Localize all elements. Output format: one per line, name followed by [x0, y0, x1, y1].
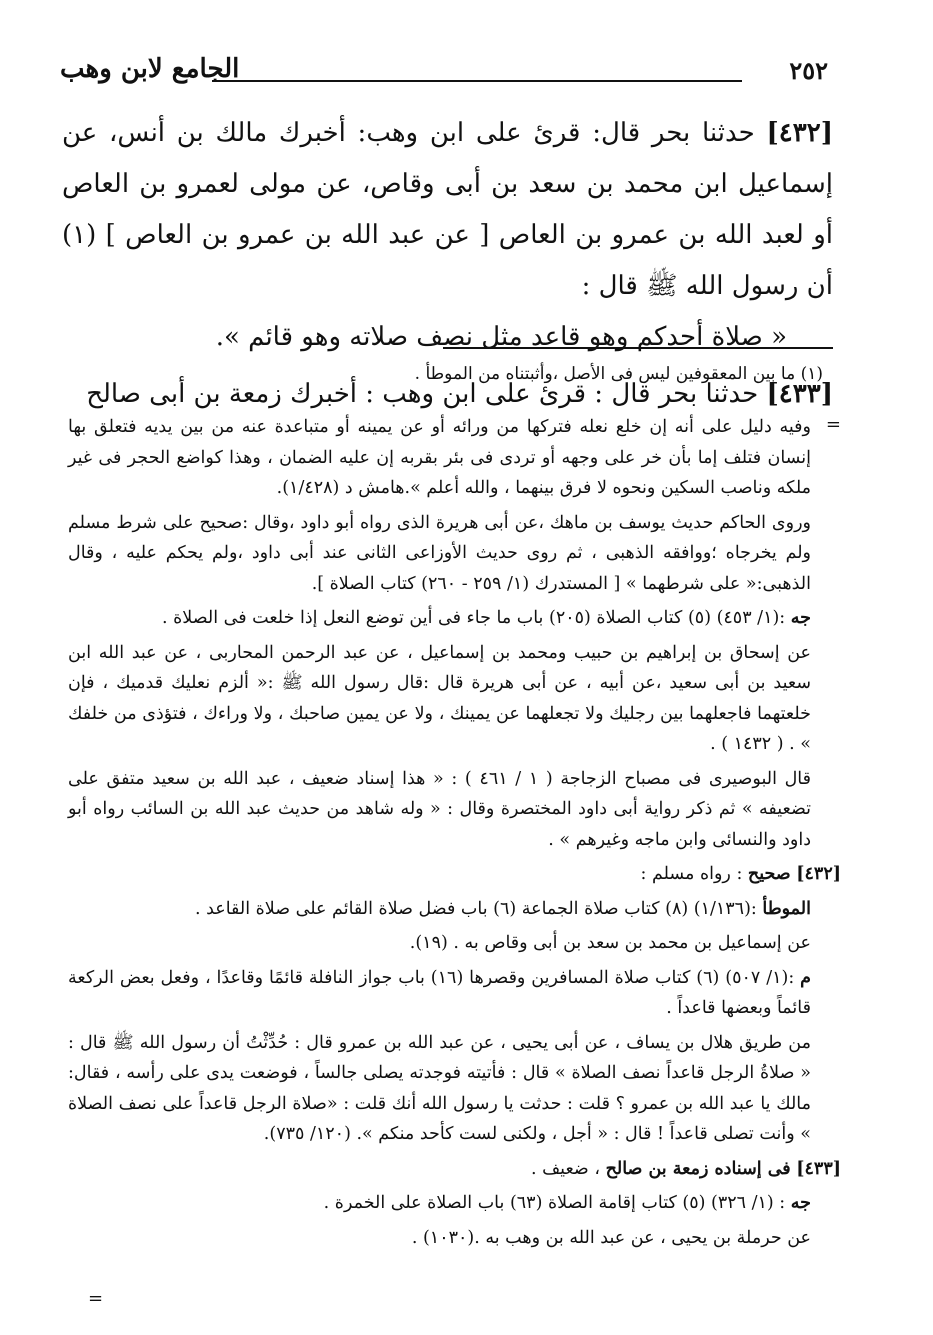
source-reference: جه :(١/ ٤٥٣) (٥) كتاب الصلاة (٢٠٥) باب ما جاء فى أين توضع النعل إذا خلعت فى الصلاة . [161, 608, 811, 628]
commentary-paragraph: وروى الحاكم حديث يوسف بن ماهك ،عن أبى هريرة الذى رواه أبو داود ،وقال :صحيح على شرط مسلم ولم يخرجاه ؛ووافقه الذهبى ، ثم روى حديث الأوزاعى الثانى عند أبى داود ،ولم يحكم عليه ، وقال الذهبى:« على شرطهما » [ المستدرك (١/ ٢٥٩ - ٢٦٠) كتاب الصلاة ]. [68, 512, 811, 594]
commentary-paragraph: قال البوصيرى فى مصباح الزجاجة ( ١ / ٤٦١ ) : « هذا إسناد ضعيف ، عبد الله بن سعيد متفق على تضعيفه » ثم ذكر رواية أبى داود المختصرة وقال : « وله شاهد من حديث عبد الله بن السائب رواه أبو داود والنسائى وابن ماجه وغيرهم » . [68, 768, 811, 850]
hadith-number: [٤٣٣] [766, 379, 833, 409]
hadith-432 [62, 108, 833, 312]
continuation-mark: = [88, 1288, 104, 1309]
running-title: الجامع لابن وهب [60, 54, 240, 84]
commentary [68, 412, 841, 1257]
takhrij-432-heading: [٤٣٢] صحيح : رواه مسلم : [640, 864, 841, 884]
hadith-number: [٤٣٢] [766, 118, 833, 148]
chain-of-narration: عن حرملة بن يحيى ، عن عبد الله بن وهب به .(١٠٣٠) . [411, 1227, 811, 1248]
hadith-432-quote: « صلاة أحدكم وهو قاعد مثل نصف صلاته وهو قائم ». [215, 322, 787, 352]
chain-of-narration: عن إسماعيل بن محمد بن سعد بن أبى وقاص به . (١٩). [409, 933, 811, 953]
commentary-paragraph: عن إسحاق بن إبراهيم بن حبيب ومحمد بن إسماعيل ، عن عبد الرحمن المحاربى ، عن عبد الله ابن سعيد بن أبى سعيد ،عن أبيه ، عن أبى هريرة قال :قال رسول الله ﷺ :« ألزم نعليك قدميك ، فإن خلعتهما فاجعلهما بين رجليك ولا تجعلهما عن يمينك ، ولا عن يمين صاحبك ، ولا وراءك ، فتؤذى من خلفك » . ( ١٤٣٢ ) . [68, 642, 811, 754]
source-reference: جه : (١/ ٣٢٦) (٥) كتاب إقامة الصلاة (٦٣) باب الصلاة على الخمرة . [323, 1193, 811, 1213]
chain-of-narration: من طريق هلال بن يساف ، عن أبى يحيى ، عن عبد الله بن عمرو قال : حُدِّثْتُ أن رسول الله ﷺ قال : « صلاةُ الرجل قاعداً نصف الصلاة » قال : فأتيته فوجدته يصلى جالساً ، فوضعت يدى على رأسه ، فقال: مالك يا عبد الله بن عمرو ؟ قلت : حدثت يا رسول الله أنك قلت : «صلاة الرجل قاعداً على نصف الصلاة » وأنت تصلى قاعداً ! قال : « أجل ، ولكنى لست كأحد منكم ». (١٢٠/ ٧٣٥). [68, 1032, 811, 1144]
takhrij-number: [٤٣٢] [796, 864, 841, 884]
source-reference: الموطأ :(١/١٣٦) (٨) كتاب صلاة الجماعة (٦) باب فضل صلاة القائم على صلاة القاعد . [194, 898, 811, 919]
source-label: م [800, 967, 811, 988]
source-label: الموطأ [762, 898, 811, 919]
source-label: جه [790, 608, 811, 628]
grade-label: صحيح [747, 864, 791, 884]
continuation-mark: = [825, 414, 841, 435]
hadith-text: حدثنا بحر قال : قرئ على ابن وهب : أخبرك زمعة بن أبى صالح [86, 379, 759, 409]
hadith-text: حدثنا بحر قال: قرئ على ابن وهب: أخبرك مالك بن أنس، عن إسماعيل ابن محمد بن سعد بن أبى وقاص، عن مولى لعمرو بن العاص أو لعبد الله بن عمرو بن العاص [ عن عبد الله بن عمرو بن العاص ] (١) أن رسول الله ﷺ قال : [62, 118, 833, 301]
takhrij-433-heading: [٤٣٣] فى إسناده زمعة بن صالح ، ضعيف . [530, 1158, 841, 1179]
takhrij-number: [٤٣٣] [796, 1158, 841, 1179]
page-header [60, 52, 828, 96]
commentary-paragraph: وفيه دليل على أنه إن خلع نعله فتركها من ورائه أو عن يمينه أو متباعدة عنه من بين يديه فتعلق بها إنسان فتلف إما بأن خر على وجهه أو تردى فى بئر بقربه إن عليه الضمان ، وهذا كواضع الحجر فى غير ملكه وناصب السكين ونحوه لا فرق بينهما ، والله أعلم ».هامش د (١/٤٢٨). [68, 417, 811, 498]
footnote-1: (١) ما بين المعقوفين ليس فى الأصل ،وأثبتناه من الموطأ . [414, 364, 823, 384]
source-reference: م :(١/ ٥٠٧) (٦) كتاب صلاة المسافرين وقصرها (١٦) باب جواز النافلة قائمًا وقاعدًا ، وفعل بعض الركعة قائماً وبعضها قاعداً . [68, 967, 811, 1018]
footnote-separator [443, 347, 833, 349]
header-rule [212, 80, 742, 82]
source-label: جه [790, 1193, 811, 1213]
page-number: ٢٥٢ [789, 56, 828, 85]
